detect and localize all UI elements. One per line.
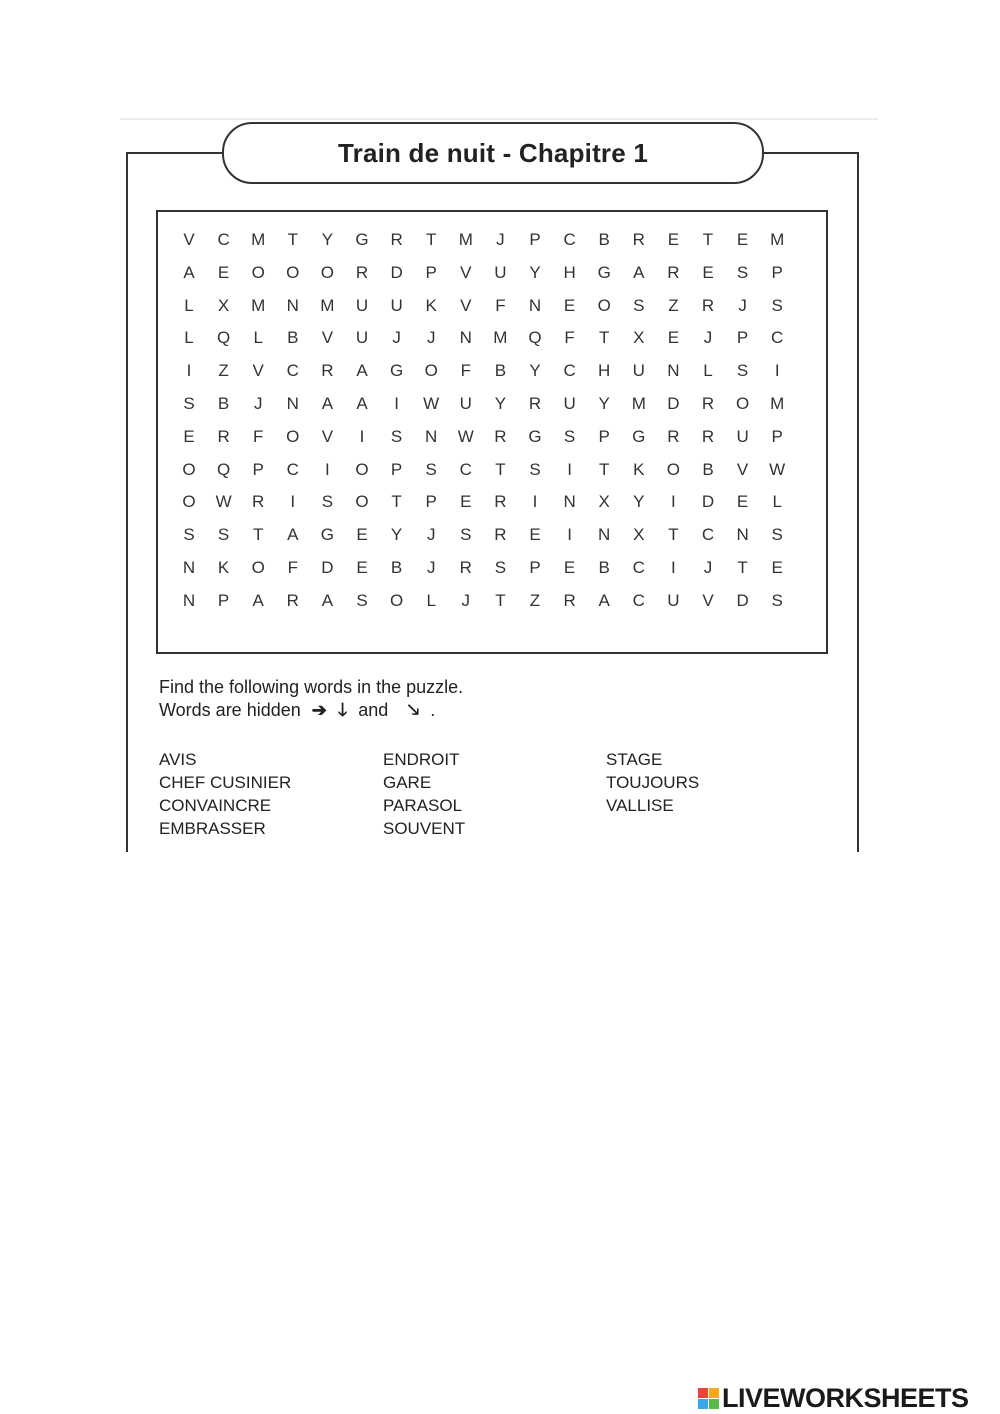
grid-letter[interactable]: A bbox=[356, 361, 368, 381]
grid-letter[interactable]: S bbox=[736, 262, 749, 282]
instruction-and: and bbox=[358, 700, 389, 720]
grid-letter[interactable]: U bbox=[355, 295, 369, 315]
grid-letter[interactable]: J bbox=[461, 590, 471, 610]
grid-letter[interactable]: S bbox=[183, 525, 195, 545]
grid-letter[interactable]: Q bbox=[528, 328, 542, 348]
logo-mark-icon bbox=[698, 1388, 719, 1409]
logo-block bbox=[698, 1388, 708, 1398]
grid-letter[interactable]: B bbox=[390, 558, 403, 577]
worksheet bbox=[120, 118, 880, 858]
grid-letter[interactable]: N bbox=[286, 295, 299, 315]
grid-letter[interactable]: P bbox=[425, 262, 437, 282]
grid-letter[interactable]: C bbox=[632, 590, 645, 610]
grid-letter[interactable]: I bbox=[394, 394, 399, 413]
grid-letter[interactable]: I bbox=[290, 492, 296, 512]
grid-letter[interactable]: O bbox=[286, 262, 300, 282]
grid-letter[interactable]: H bbox=[598, 361, 611, 381]
word-list-item: CONVAINCRE bbox=[159, 796, 272, 815]
grid-letter[interactable]: E bbox=[563, 558, 576, 577]
grid-letter[interactable]: I bbox=[774, 361, 780, 381]
grid-letter[interactable]: S bbox=[633, 295, 645, 315]
grid-letter[interactable]: R bbox=[355, 262, 369, 282]
grid-letter[interactable]: R bbox=[632, 230, 645, 249]
grid-letter[interactable]: N bbox=[598, 525, 611, 545]
grid-letter[interactable]: Y bbox=[529, 361, 541, 381]
grid-letter[interactable]: P bbox=[529, 230, 541, 249]
grid-letter[interactable]: E bbox=[563, 295, 576, 315]
grid-letter[interactable]: G bbox=[597, 262, 611, 282]
grid-letter[interactable]: P bbox=[771, 426, 783, 446]
grid-letter[interactable]: E bbox=[667, 328, 680, 348]
grid-letter[interactable]: A bbox=[252, 590, 264, 610]
grid-letter[interactable]: M bbox=[251, 230, 266, 249]
instruction-suffix: . bbox=[430, 700, 436, 720]
grid-letter[interactable]: R bbox=[667, 262, 680, 282]
grid-letter[interactable]: I bbox=[532, 492, 538, 512]
grid-letter[interactable]: F bbox=[460, 361, 471, 381]
grid-letter[interactable]: C bbox=[563, 230, 576, 249]
grid-letter[interactable]: T bbox=[598, 328, 610, 348]
grid-letter[interactable]: H bbox=[563, 262, 576, 282]
grid-letter[interactable]: Y bbox=[321, 230, 334, 249]
grid-letter[interactable]: N bbox=[736, 525, 749, 545]
grid-letter[interactable]: I bbox=[567, 459, 572, 479]
grid-letter[interactable]: D bbox=[667, 394, 680, 413]
grid-letter[interactable]: A bbox=[287, 525, 299, 545]
grid-letter[interactable]: B bbox=[287, 328, 299, 348]
word-list-item: PARASOL bbox=[383, 796, 463, 815]
grid-letter[interactable]: P bbox=[529, 558, 541, 577]
grid-letter[interactable]: N bbox=[286, 394, 299, 413]
grid-letter[interactable]: V bbox=[321, 328, 334, 348]
word-list-item: STAGE bbox=[606, 750, 663, 769]
grid-letter[interactable]: O bbox=[355, 492, 369, 512]
grid-letter[interactable]: S bbox=[183, 394, 195, 413]
word-list-item: EMBRASSER bbox=[159, 819, 266, 838]
grid-letter[interactable]: I bbox=[671, 558, 676, 577]
grid-letter[interactable]: J bbox=[392, 328, 401, 348]
grid-letter[interactable]: E bbox=[736, 492, 749, 512]
grid-letter[interactable]: W bbox=[423, 394, 440, 413]
frame-top-right-border bbox=[762, 152, 859, 154]
grid-letter[interactable]: L bbox=[426, 590, 436, 610]
grid-letter[interactable]: T bbox=[252, 525, 264, 545]
grid-letter[interactable]: N bbox=[667, 361, 680, 381]
grid-letter[interactable]: E bbox=[529, 525, 541, 545]
grid-letter[interactable]: P bbox=[217, 590, 230, 610]
grid-letter[interactable]: Y bbox=[633, 492, 645, 512]
grid-letter[interactable]: I bbox=[325, 459, 330, 479]
grid-letter[interactable]: Y bbox=[390, 525, 403, 545]
grid-letter[interactable]: L bbox=[184, 295, 194, 315]
word-list-item: GARE bbox=[383, 773, 432, 792]
grid-letter[interactable]: R bbox=[563, 590, 576, 610]
logo-block bbox=[698, 1399, 708, 1409]
title-banner bbox=[222, 122, 764, 184]
grid-letter[interactable]: N bbox=[425, 426, 438, 446]
grid-letter[interactable]: S bbox=[529, 459, 541, 479]
grid-letter[interactable]: U bbox=[390, 295, 403, 315]
grid-letter[interactable]: T bbox=[391, 492, 402, 512]
grid-letter[interactable]: T bbox=[495, 459, 506, 479]
grid-letter[interactable]: G bbox=[320, 525, 334, 545]
grid-letter[interactable]: S bbox=[771, 295, 783, 315]
grid-letter[interactable]: F bbox=[564, 328, 575, 348]
grid-letter[interactable]: P bbox=[598, 426, 610, 446]
grid-letter[interactable]: L bbox=[184, 328, 194, 348]
grid-letter[interactable]: O bbox=[355, 459, 369, 479]
grid-letter[interactable]: U bbox=[736, 426, 749, 446]
grid-letter[interactable]: Y bbox=[494, 394, 507, 413]
grid-letter[interactable]: I bbox=[671, 492, 676, 512]
grid-letter[interactable]: D bbox=[321, 558, 334, 577]
grid-letter[interactable]: M bbox=[251, 295, 266, 315]
grid-letter[interactable]: P bbox=[390, 459, 403, 479]
grid-letter[interactable]: A bbox=[321, 590, 334, 610]
grid-letter[interactable]: E bbox=[356, 525, 368, 545]
grid-letter[interactable]: P bbox=[252, 459, 264, 479]
grid-letter[interactable]: O bbox=[735, 394, 750, 413]
grid-letter[interactable]: C bbox=[563, 361, 576, 381]
grid-letter[interactable]: N bbox=[459, 328, 472, 348]
grid-letter[interactable]: T bbox=[495, 590, 506, 610]
grid-letter[interactable]: O bbox=[182, 459, 196, 479]
grid-letter[interactable]: R bbox=[252, 492, 265, 512]
grid-letter[interactable]: E bbox=[183, 426, 195, 446]
grid-letter[interactable]: F bbox=[287, 558, 298, 577]
grid-letter[interactable]: S bbox=[771, 590, 783, 610]
grid-letter[interactable]: T bbox=[737, 558, 748, 577]
frame-right-border bbox=[857, 152, 859, 852]
grid-letter[interactable]: I bbox=[567, 525, 572, 545]
grid-letter[interactable]: Z bbox=[218, 361, 229, 381]
grid-letter[interactable]: O bbox=[286, 426, 300, 446]
grid-letter[interactable]: O bbox=[424, 361, 438, 381]
grid-letter[interactable]: R bbox=[286, 590, 299, 610]
grid-letter[interactable]: T bbox=[702, 230, 714, 249]
grid-letter[interactable]: C bbox=[286, 361, 299, 381]
grid-letter[interactable]: E bbox=[771, 558, 783, 577]
grid-letter[interactable]: Z bbox=[529, 590, 541, 610]
frame-top-left-border bbox=[126, 152, 226, 154]
arrow-right-icon: ➔ bbox=[311, 700, 327, 720]
grid-letter[interactable]: O bbox=[251, 262, 265, 282]
grid-letter[interactable]: B bbox=[598, 230, 610, 249]
grid-letter[interactable]: J bbox=[426, 328, 436, 348]
worksheet-title: Train de nuit - Chapitre 1 bbox=[337, 137, 648, 168]
grid-letter[interactable]: D bbox=[390, 262, 403, 282]
grid-letter[interactable]: A bbox=[356, 394, 368, 413]
grid-letter[interactable]: N bbox=[182, 558, 196, 577]
grid-letter[interactable]: V bbox=[252, 361, 264, 381]
word-list-item: TOUJOURS bbox=[606, 773, 700, 792]
grid-letter[interactable]: Q bbox=[216, 328, 231, 348]
liveworksheets-logo bbox=[698, 1383, 969, 1414]
grid-letter[interactable]: W bbox=[457, 426, 474, 446]
grid-letter[interactable]: C bbox=[459, 459, 472, 479]
grid-letter[interactable]: T bbox=[287, 230, 298, 249]
logo-block bbox=[709, 1399, 719, 1409]
grid-letter[interactable]: M bbox=[770, 394, 785, 413]
logo-text: LIVEWORKSHEETS bbox=[722, 1383, 969, 1413]
grid-letter[interactable]: B bbox=[217, 394, 230, 413]
grid-letter[interactable]: G bbox=[355, 230, 369, 249]
grid-letter[interactable]: M bbox=[320, 295, 335, 315]
word-list-item: SOUVENT bbox=[383, 819, 466, 838]
grid-letter[interactable]: C bbox=[286, 459, 299, 479]
grid-letter[interactable]: R bbox=[390, 230, 403, 249]
grid-letter[interactable]: O bbox=[597, 295, 611, 315]
grid-letter[interactable]: X bbox=[633, 328, 645, 348]
grid-letter[interactable]: E bbox=[460, 492, 472, 512]
grid-letter[interactable]: S bbox=[563, 426, 576, 446]
grid-letter[interactable]: M bbox=[770, 230, 785, 249]
top-rule bbox=[120, 118, 878, 120]
grid-letter[interactable]: Y bbox=[598, 394, 610, 413]
grid-letter[interactable]: V bbox=[736, 459, 749, 479]
grid-letter[interactable]: I bbox=[359, 426, 365, 446]
grid-letter[interactable]: R bbox=[494, 426, 507, 446]
grid-letter[interactable]: U bbox=[667, 590, 680, 610]
grid-letter[interactable]: A bbox=[633, 262, 645, 282]
grid-letter[interactable]: J bbox=[703, 558, 713, 577]
grid-letter[interactable]: X bbox=[598, 492, 610, 512]
frame-left-border bbox=[126, 152, 128, 852]
grid-letter[interactable]: C bbox=[771, 328, 784, 348]
grid-letter[interactable]: J bbox=[426, 525, 436, 545]
grid-letter[interactable]: M bbox=[493, 328, 508, 348]
grid-letter[interactable]: E bbox=[702, 262, 714, 282]
word-list-item: CHEF CUSINIER bbox=[159, 773, 292, 792]
grid-letter[interactable]: T bbox=[668, 525, 679, 545]
grid-letter[interactable]: L bbox=[772, 492, 782, 512]
grid-letter[interactable]: P bbox=[771, 262, 783, 282]
instruction-line-1: Find the following words in the puzzle. bbox=[159, 677, 464, 697]
arrow-down-icon: 🡓 bbox=[337, 700, 348, 720]
grid-letter[interactable]: V bbox=[702, 590, 714, 610]
grid-letter[interactable]: D bbox=[736, 590, 749, 610]
grid-letter[interactable]: P bbox=[736, 328, 749, 348]
grid-letter[interactable]: R bbox=[321, 361, 334, 381]
instruction-prefix: Words are hidden bbox=[159, 700, 301, 720]
grid-letter[interactable]: P bbox=[425, 492, 437, 512]
instruction-line-2 bbox=[159, 699, 463, 722]
grid-letter[interactable]: O bbox=[389, 590, 404, 610]
grid-letter[interactable]: R bbox=[494, 525, 507, 545]
grid-letter[interactable]: R bbox=[494, 492, 507, 512]
grid-letter[interactable]: R bbox=[701, 426, 715, 446]
word-list-item: AVIS bbox=[159, 750, 197, 769]
grid-letter[interactable]: J bbox=[253, 394, 263, 413]
grid-letter[interactable]: V bbox=[183, 230, 195, 249]
grid-letter[interactable]: F bbox=[252, 426, 264, 446]
grid-letter[interactable]: S bbox=[771, 525, 783, 545]
grid-letter[interactable]: E bbox=[736, 230, 749, 249]
grid-letter[interactable]: K bbox=[633, 459, 645, 479]
grid-letter[interactable]: L bbox=[253, 328, 263, 348]
grid-letter[interactable]: D bbox=[701, 492, 715, 512]
grid-letter[interactable]: B bbox=[494, 361, 507, 381]
instructions bbox=[159, 676, 463, 722]
grid-letter[interactable]: K bbox=[217, 558, 230, 577]
grid-letter[interactable]: U bbox=[355, 328, 369, 348]
grid-letter[interactable]: R bbox=[459, 558, 472, 577]
grid-letter[interactable]: G bbox=[632, 426, 646, 446]
logo-block bbox=[709, 1388, 719, 1398]
grid-letter[interactable]: W bbox=[769, 459, 786, 479]
grid-letter[interactable]: M bbox=[631, 394, 646, 413]
grid-letter[interactable]: R bbox=[667, 426, 680, 446]
grid-letter[interactable]: O bbox=[320, 262, 334, 282]
grid-letter[interactable]: V bbox=[321, 426, 334, 446]
word-search-grid bbox=[156, 210, 828, 654]
grid-letter[interactable]: U bbox=[494, 262, 507, 282]
grid-letter[interactable]: N bbox=[182, 590, 196, 610]
word-list-item: ENDROIT bbox=[383, 750, 460, 769]
grid-letter[interactable]: J bbox=[738, 295, 747, 315]
grid-letter[interactable]: U bbox=[459, 394, 472, 413]
grid-letter[interactable]: J bbox=[496, 230, 505, 249]
grid-letter[interactable]: J bbox=[426, 558, 436, 577]
grid-letter[interactable]: A bbox=[598, 590, 610, 610]
grid-letter[interactable]: S bbox=[736, 361, 749, 381]
grid-letter[interactable]: O bbox=[251, 558, 265, 577]
grid-letter[interactable]: V bbox=[460, 295, 472, 315]
grid-letter[interactable]: A bbox=[321, 394, 334, 413]
grid-letter[interactable]: A bbox=[183, 262, 195, 282]
grid-letter[interactable]: E bbox=[356, 558, 368, 577]
word-list-item: VALLISE bbox=[606, 796, 674, 815]
grid-letter[interactable]: S bbox=[425, 459, 437, 479]
grid-letter[interactable]: T bbox=[598, 459, 610, 479]
grid-letter[interactable]: R bbox=[701, 394, 715, 413]
grid-letter[interactable]: T bbox=[425, 230, 437, 249]
grid-letter[interactable]: S bbox=[217, 525, 230, 545]
grid-letter[interactable]: S bbox=[321, 492, 334, 512]
grid-letter[interactable]: R bbox=[217, 426, 230, 446]
grid-letter[interactable]: Y bbox=[529, 262, 541, 282]
grid-letter[interactable]: F bbox=[495, 295, 506, 315]
grid-letter[interactable]: R bbox=[528, 394, 542, 413]
grid-letter[interactable]: C bbox=[701, 525, 715, 545]
grid-letter[interactable]: U bbox=[632, 361, 645, 381]
grid-letter[interactable]: U bbox=[563, 394, 576, 413]
grid-letter[interactable]: C bbox=[632, 558, 645, 577]
grid-letter[interactable]: O bbox=[182, 492, 196, 512]
grid-letter[interactable]: C bbox=[217, 230, 230, 249]
grid-letter[interactable]: N bbox=[528, 295, 542, 315]
grid-letter[interactable]: K bbox=[425, 295, 437, 315]
grid-letter[interactable]: E bbox=[667, 230, 680, 249]
grid-letter[interactable]: O bbox=[666, 459, 680, 479]
grid-letter[interactable]: V bbox=[460, 262, 472, 282]
arrow-diagonal-icon: 🡖 bbox=[407, 700, 420, 720]
grid-letter[interactable]: X bbox=[217, 295, 230, 315]
grid-letter[interactable]: I bbox=[186, 361, 192, 381]
grid-letter[interactable]: G bbox=[389, 361, 404, 381]
grid-letter[interactable]: R bbox=[701, 295, 715, 315]
grid-letter[interactable]: S bbox=[390, 426, 403, 446]
grid-letter[interactable]: J bbox=[703, 328, 713, 348]
grid-letter[interactable]: N bbox=[563, 492, 576, 512]
grid-letter[interactable]: S bbox=[494, 558, 507, 577]
grid-letter[interactable]: S bbox=[356, 590, 368, 610]
grid-letter[interactable]: G bbox=[528, 426, 542, 446]
grid-letter[interactable]: B bbox=[598, 558, 610, 577]
grid-letter[interactable]: E bbox=[217, 262, 230, 282]
grid-letter[interactable]: S bbox=[460, 525, 472, 545]
grid-letter[interactable]: X bbox=[633, 525, 645, 545]
grid-letter[interactable]: Q bbox=[216, 459, 231, 479]
grid-letter[interactable]: L bbox=[703, 361, 713, 381]
grid-letter[interactable]: M bbox=[458, 230, 473, 249]
grid-letter[interactable]: Z bbox=[668, 295, 679, 315]
grid-letter[interactable]: B bbox=[702, 459, 714, 479]
grid-letter[interactable]: W bbox=[215, 492, 232, 512]
